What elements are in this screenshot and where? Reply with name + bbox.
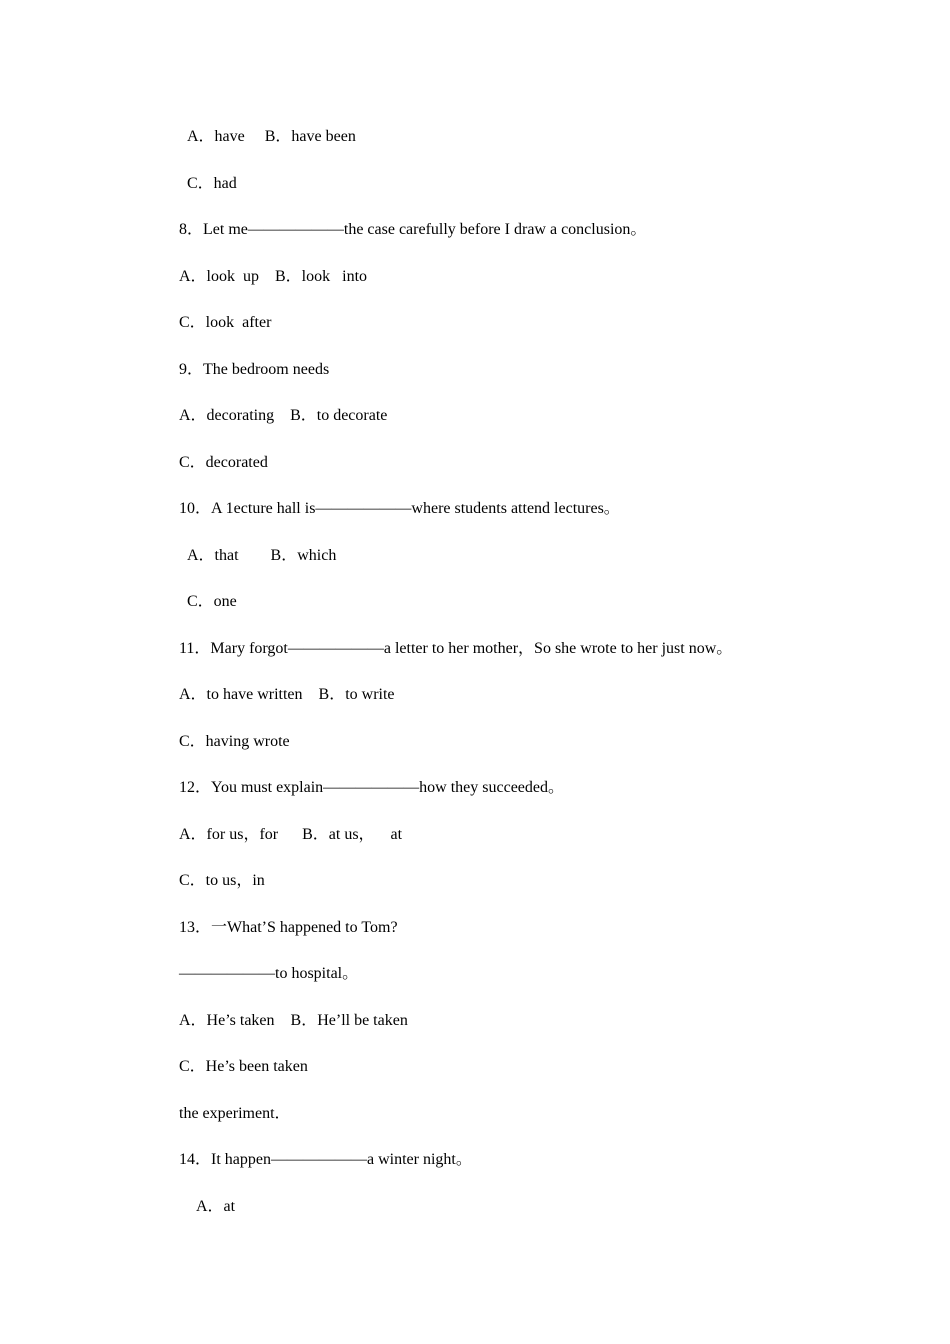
q14-option-a: A．at: [196, 1198, 236, 1215]
question-8: 8．Let me——————the case carefully before I draw a conclusion。: [179, 221, 647, 238]
q13-option-c: C．He’s been taken: [179, 1058, 308, 1075]
question-12: 12．You must explain——————how they succeeded。: [179, 779, 565, 796]
question-10: 10．A 1ecture hall is——————where students attend lectures。: [179, 500, 620, 517]
q13-options-ab: A．He’s taken B．He’ll be taken: [179, 1012, 408, 1029]
q7-option-c: C．had: [187, 175, 237, 192]
q12-option-c: C．to us，in: [179, 872, 265, 889]
q11-options-ab: A．to have written B．to write: [179, 686, 395, 703]
q10-options-ab: A．that B．which: [187, 547, 337, 564]
q8-option-c: C．look after: [179, 314, 272, 331]
q10-option-c: C．one: [187, 593, 237, 610]
q8-options-ab: A．look up B．look into: [179, 268, 368, 285]
q7-options-ab: A．have B．have been: [187, 128, 356, 145]
q9-option-c: C．decorated: [179, 454, 268, 471]
stray-text: the experiment．: [179, 1105, 291, 1122]
question-9: 9．The bedroom needs: [179, 361, 330, 378]
q11-option-c: C．having wrote: [179, 733, 290, 750]
question-14: 14．It happen——————a winter night。: [179, 1151, 472, 1168]
question-11: 11．Mary forgot——————a letter to her mother，So she wrote to her just now。: [179, 640, 733, 657]
question-13: 13．一What’S happened to Tom?: [179, 919, 398, 936]
q9-options-ab: A．decorating B．to decorate: [179, 407, 388, 424]
q13-answer-blank: ——————to hospital。: [179, 965, 359, 982]
q12-options-ab: A．for us，for B．at us， at: [179, 826, 403, 843]
